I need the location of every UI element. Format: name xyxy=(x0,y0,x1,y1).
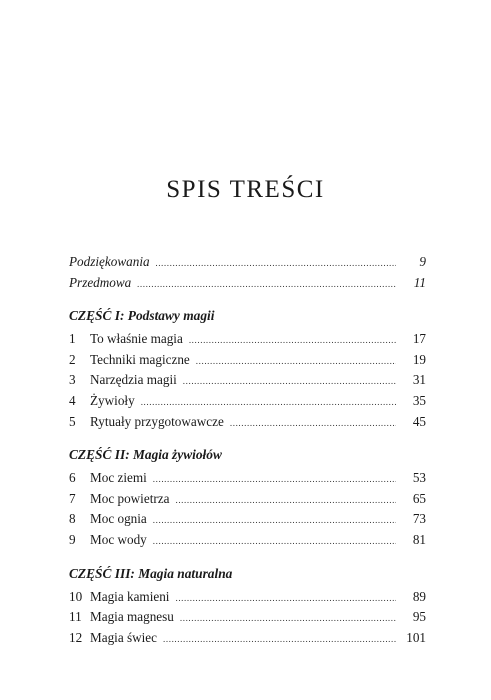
entry-page: 11 xyxy=(413,274,426,290)
dot-leader xyxy=(183,371,396,392)
chapter-number: 9 xyxy=(69,531,76,547)
entry-label: To właśnie magia xyxy=(90,331,183,347)
dot-leader xyxy=(153,510,396,531)
entry-page: 81 xyxy=(412,531,426,547)
chapter-number: 1 xyxy=(69,331,76,347)
entry-page: 45 xyxy=(412,413,426,429)
entry-label: Rytuały przygotowawcze xyxy=(90,413,224,429)
entry-label: Magia magnesu xyxy=(90,609,174,625)
entry-label: Magia kamieni xyxy=(90,588,170,604)
entry-page: 19 xyxy=(412,351,426,367)
dot-leader xyxy=(180,608,396,629)
entry-label: Żywioły xyxy=(90,392,135,408)
entry-page: 89 xyxy=(412,588,426,604)
dot-leader xyxy=(153,531,396,552)
entry-page: 9 xyxy=(419,254,426,269)
dot-leader xyxy=(163,629,396,650)
entry-label: Magia świec xyxy=(90,629,158,645)
toc-entry xyxy=(69,468,426,489)
toc-entry xyxy=(69,607,426,628)
entry-label: Moc wody xyxy=(90,531,147,547)
chapter-number: 7 xyxy=(69,490,76,506)
chapter-number: 11 xyxy=(69,609,82,625)
dot-leader xyxy=(153,469,396,490)
table-of-contents xyxy=(69,252,426,648)
toc-entry xyxy=(69,509,426,530)
entry-label: Przedmowa xyxy=(69,274,132,290)
entry-label: Moc ognia xyxy=(90,511,147,527)
entry-label: Narzędzia magii xyxy=(90,372,177,388)
toc-entry xyxy=(69,350,426,371)
chapter-number: 3 xyxy=(69,372,76,388)
chapter-number: 2 xyxy=(69,351,76,367)
chapter-number: 6 xyxy=(69,470,76,486)
toc-entry xyxy=(69,273,426,294)
page-title: SPIS TREŚCI xyxy=(166,176,325,203)
chapter-number: 8 xyxy=(69,511,76,527)
toc-entry xyxy=(69,329,426,350)
entry-label: Techniki magiczne xyxy=(90,351,190,367)
toc-entry xyxy=(69,412,426,433)
entry-label: Podziękowania xyxy=(69,254,150,269)
dot-leader xyxy=(141,392,396,413)
entry-page: 65 xyxy=(412,490,426,506)
entry-label: Moc ziemi xyxy=(90,470,147,486)
entry-page: 31 xyxy=(412,372,426,388)
part-heading: CZĘŚĆ III: Magia naturalna xyxy=(69,565,233,581)
entry-page: 17 xyxy=(412,331,426,347)
chapter-number: 10 xyxy=(69,588,83,604)
chapter-number: 4 xyxy=(69,392,76,408)
chapter-number: 5 xyxy=(69,413,76,429)
toc-entry xyxy=(69,252,426,273)
part-heading: CZĘŚĆ I: Podstawy magii xyxy=(69,308,215,324)
toc-entry xyxy=(69,587,426,608)
entry-page: 101 xyxy=(406,629,426,645)
entry-page: 53 xyxy=(412,470,426,486)
dot-leader xyxy=(189,330,396,351)
dot-leader xyxy=(175,588,396,609)
dot-leader xyxy=(137,274,396,295)
entry-page: 35 xyxy=(412,392,426,408)
toc-entry xyxy=(69,489,426,510)
dot-leader xyxy=(156,253,396,274)
dot-leader xyxy=(230,413,396,434)
dot-leader xyxy=(196,351,396,372)
entry-label: Moc powietrza xyxy=(90,490,170,506)
toc-entry xyxy=(69,391,426,412)
toc-entry xyxy=(69,530,426,551)
dot-leader xyxy=(175,490,396,511)
part-heading: CZĘŚĆ II: Magia żywiołów xyxy=(69,447,222,463)
entry-page: 73 xyxy=(412,511,426,527)
entry-page: 95 xyxy=(412,609,426,625)
chapter-number: 12 xyxy=(69,629,83,645)
toc-entry xyxy=(69,628,426,649)
toc-entry xyxy=(69,370,426,391)
